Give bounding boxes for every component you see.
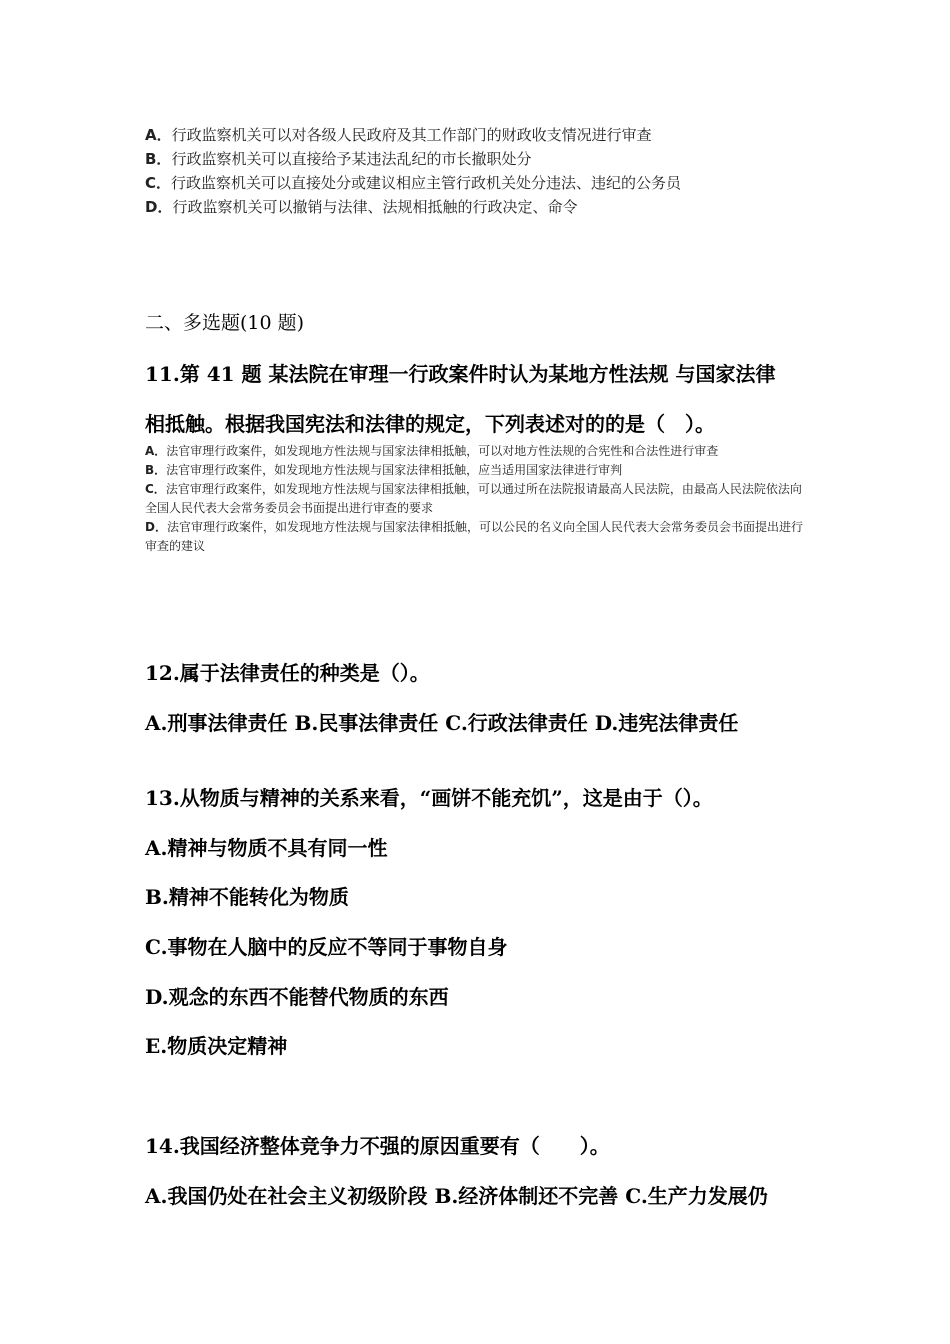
option-letter: D． [145, 198, 173, 216]
prev-option-c [145, 171, 681, 195]
q14-title: 14.我国经济整体竞争力不强的原因重要有（ ）。 [145, 1134, 610, 1158]
q13-title: 13.从物质与精神的关系来看，“画饼不能充饥”，这是由于（）。 [145, 786, 713, 810]
prev-option-a [145, 123, 681, 147]
q13-option-e: E.物质决定精神 [145, 1034, 288, 1058]
option-letter: B． [145, 150, 172, 168]
option-text: 法官审理行政案件，如发现地方性法规与国家法律相抵触，可以对地方性法规的合宪性和合法性进行审查 [166, 444, 719, 458]
option-letter: A． [145, 444, 167, 458]
option-letter: C． [145, 482, 166, 496]
prev-option-d [145, 195, 681, 219]
q13-option-c: C.事物在人脑中的反应不等同于事物自身 [145, 935, 508, 959]
q11-option-c [145, 480, 805, 518]
option-text: 法官审理行政案件，如发现地方性法规与国家法律相抵触，应当适用国家法律进行审判 [166, 463, 623, 477]
q12-title: 12.属于法律责任的种类是（）。 [145, 661, 430, 685]
option-text: 行政监察机关可以撤销与法律、法规相抵触的行政决定、命令 [172, 198, 578, 216]
option-text: 行政监察机关可以对各级人民政府及其工作部门的财政收支情况进行审查 [171, 126, 652, 144]
q11-option-d [145, 518, 805, 556]
option-text: 行政监察机关可以直接处分或建议相应主管行政机关处分违法、违纪的公务员 [171, 174, 682, 192]
option-letter: B． [145, 463, 167, 477]
q13-option-d: D.观念的东西不能替代物质的东西 [145, 985, 449, 1009]
prev-option-b [145, 147, 681, 171]
section-title: 二、多选题(10 题) [145, 312, 305, 334]
q11-option-b [145, 461, 805, 480]
q11-title-line1: 11.第 41 题 某法院在审理一行政案件时认为某地方性法规 与国家法律 [145, 362, 776, 386]
option-letter: A． [145, 126, 172, 144]
q12-options: A.刑事法律责任 B.民事法律责任 C.行政法律责任 D.违宪法律责任 [145, 711, 739, 735]
q13-option-a: A.精神与物质不具有同一性 [145, 836, 388, 860]
option-text: 法官审理行政案件，如发现地方性法规与国家法律相抵触，可以通过所在法院报请最高人民法院，由最高人民法院依法向全国人民代表大会常务委员会书面提出进行审查的要求 [145, 482, 802, 515]
prev-question-options [145, 123, 681, 219]
q13-option-b: B.精神不能转化为物质 [145, 885, 349, 909]
option-letter: D． [145, 520, 167, 534]
option-text: 法官审理行政案件，如发现地方性法规与国家法律相抵触，可以公民的名义向全国人民代表大会常务委员会书面提出进行审查的建议 [145, 520, 803, 553]
option-letter: C． [145, 174, 172, 192]
q11-options [145, 442, 805, 556]
q14-options: A.我国仍处在社会主义初级阶段 B.经济体制还不完善 C.生产力发展仍 [145, 1184, 768, 1208]
q11-title-line2: 相抵触。根据我国宪法和法律的规定，下列表述对的的是（ ）。 [145, 412, 715, 436]
option-text: 行政监察机关可以直接给予某违法乱纪的市长撤职处分 [171, 150, 532, 168]
q11-option-a [145, 442, 805, 461]
